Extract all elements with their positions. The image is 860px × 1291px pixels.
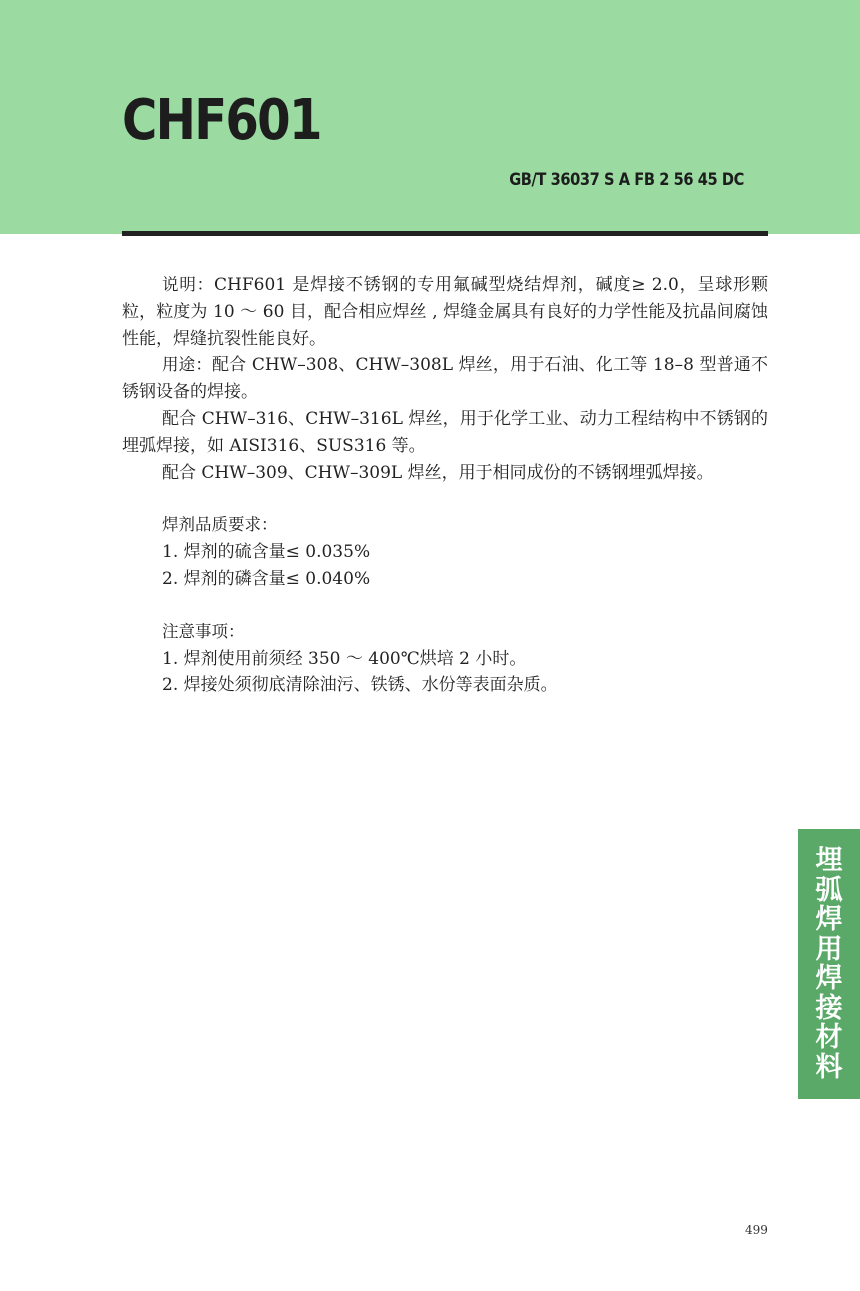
standard-code: GB/T 36037 S A FB 2 56 45 DC [509,170,744,190]
side-tab-char: 焊 [815,963,843,994]
quality-heading: 焊剂品质要求： [162,515,278,535]
body-text [122,272,768,699]
usage-paragraph: 配合 CHW–316、CHW–316L 焊丝，用于化学工业、动力工程结构中不锈钢的埋弧焊接，如 AISI316、SUS316 等。 [122,408,768,456]
usage-item: 配合 CHW–308、CHW–308L 焊丝，用于石油、化工等 18–8 型普通不锈钢设备的焊接。 [122,355,769,403]
chapter-side-tab [798,829,860,1099]
quality-item: 2. 焊剂的磷含量≤ 0.040% [162,568,371,589]
side-tab-char: 材 [815,1022,843,1053]
header-divider [122,231,768,236]
notes-item: 1. 焊剂使用前须经 350 ～ 400℃烘培 2 小时。 [162,648,527,669]
side-tab-char: 埋 [815,845,843,876]
side-tab-char: 料 [815,1051,843,1083]
side-tab-char: 焊 [815,904,843,935]
page-number: 499 [745,1223,768,1237]
description-text: CHF601 是焊接不锈钢的专用氟碱型烧结焊剂，碱度≥ 2.0，呈球形颗粒，粒度为 10 ～ 60 目，配合相应焊丝 , 焊缝金属具有良好的力学性能及抗晶间腐蚀性能，焊缝抗裂性能良好。 [122,275,769,349]
notes-section [122,619,768,699]
quality-item: 1. 焊剂的硫含量≤ 0.035% [162,542,371,563]
description-paragraph [122,272,768,352]
side-tab-char: 接 [815,992,843,1024]
usage-label: 用途： [162,355,212,375]
description-label: 说明： [162,275,215,294]
product-title: CHF601 [122,88,321,153]
usage-paragraph: 配合 CHW–309、CHW–309L 焊丝，用于相同成份的不锈钢埋弧焊接。 [162,462,714,483]
notes-heading: 注意事项： [162,621,245,641]
notes-item: 2. 焊接处须彻底清除油污、铁锈、水份等表面杂质。 [162,675,558,696]
usage-paragraph [122,352,768,406]
side-tab-char: 弧 [815,874,843,906]
header-band [0,0,860,234]
quality-section [122,512,768,592]
side-tab-char: 用 [815,933,843,965]
